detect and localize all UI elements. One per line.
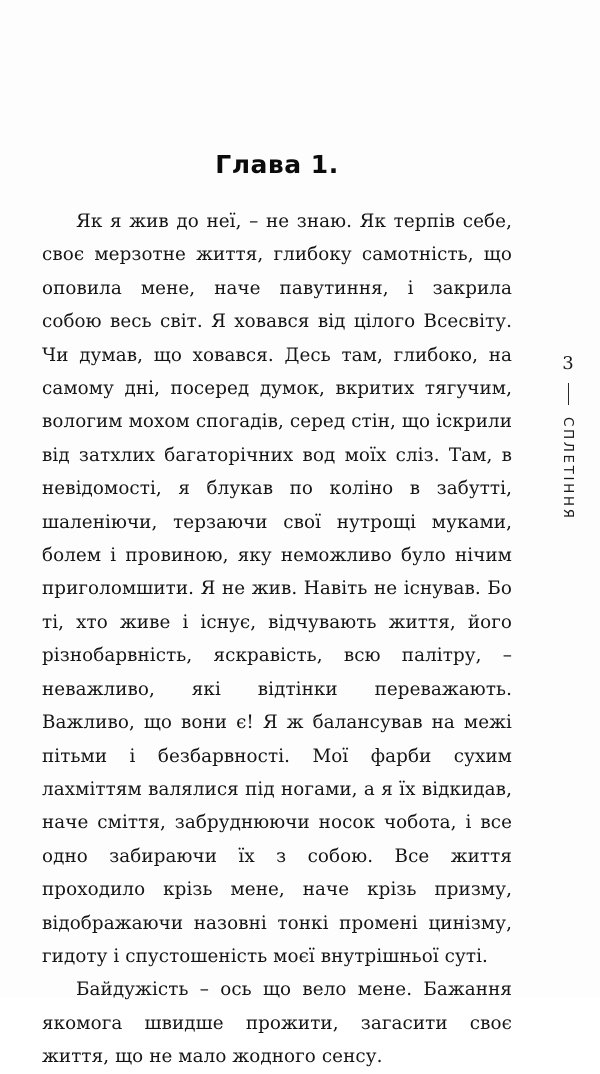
- chapter-title: Глава 1.: [215, 150, 339, 179]
- page-number: 3: [562, 353, 574, 374]
- body-paragraph: Як я жив до неї, – не знаю. Як терпів себе, своє мерзотне життя, глибоку самотність, що оповила мене, наче павутиння, і закрила собою весь світ. Я ховався від цілого Всесвіту. Чи думав, що ховався. Десь там, глибоко, на самому дні, посеред думок, вкритих тягучим, вологим мохом спогадів, серед стін, що іскрили від затхлих багаторічних вод моїх сліз. Там, в невідомості, я блукав по коліно в забутті, шаленіючи, терзаючи свої нутрощі муками, болем і провиною, яку неможливо було нічим приголомшити. Я не жив. Навіть не існував. Бо ті, хто живе і існує, відчувають життя, його різнобарвність, яскравість, всю палітру, – неважливо, які відтінки переважають. Важливо, що вони є! Я ж балансував на межі пітьми і безбарвності. Мої фарби сухим лахміттям валялися під ногами, а я їх відкидав, наче сміття, забруднюючи носок чобота, і все одно забираючи їх з собою. Все життя проходило крізь мене, наче крізь призму, відображаючи назовні тонкі промені цинізму, гидоту і спустошеність моєї внутрішньої суті.: [42, 211, 512, 967]
- body-paragraph: Байдужість – ось що вело мене. Бажання якомога швидше прожити, загасити своє життя, що не мало жодного сенсу.: [42, 979, 512, 1068]
- margin-rule: [568, 383, 569, 405]
- text-column: [42, 150, 512, 1074]
- running-head-title: СПЛЕТІННЯ: [560, 417, 576, 521]
- page-margin-furniture: [550, 355, 586, 521]
